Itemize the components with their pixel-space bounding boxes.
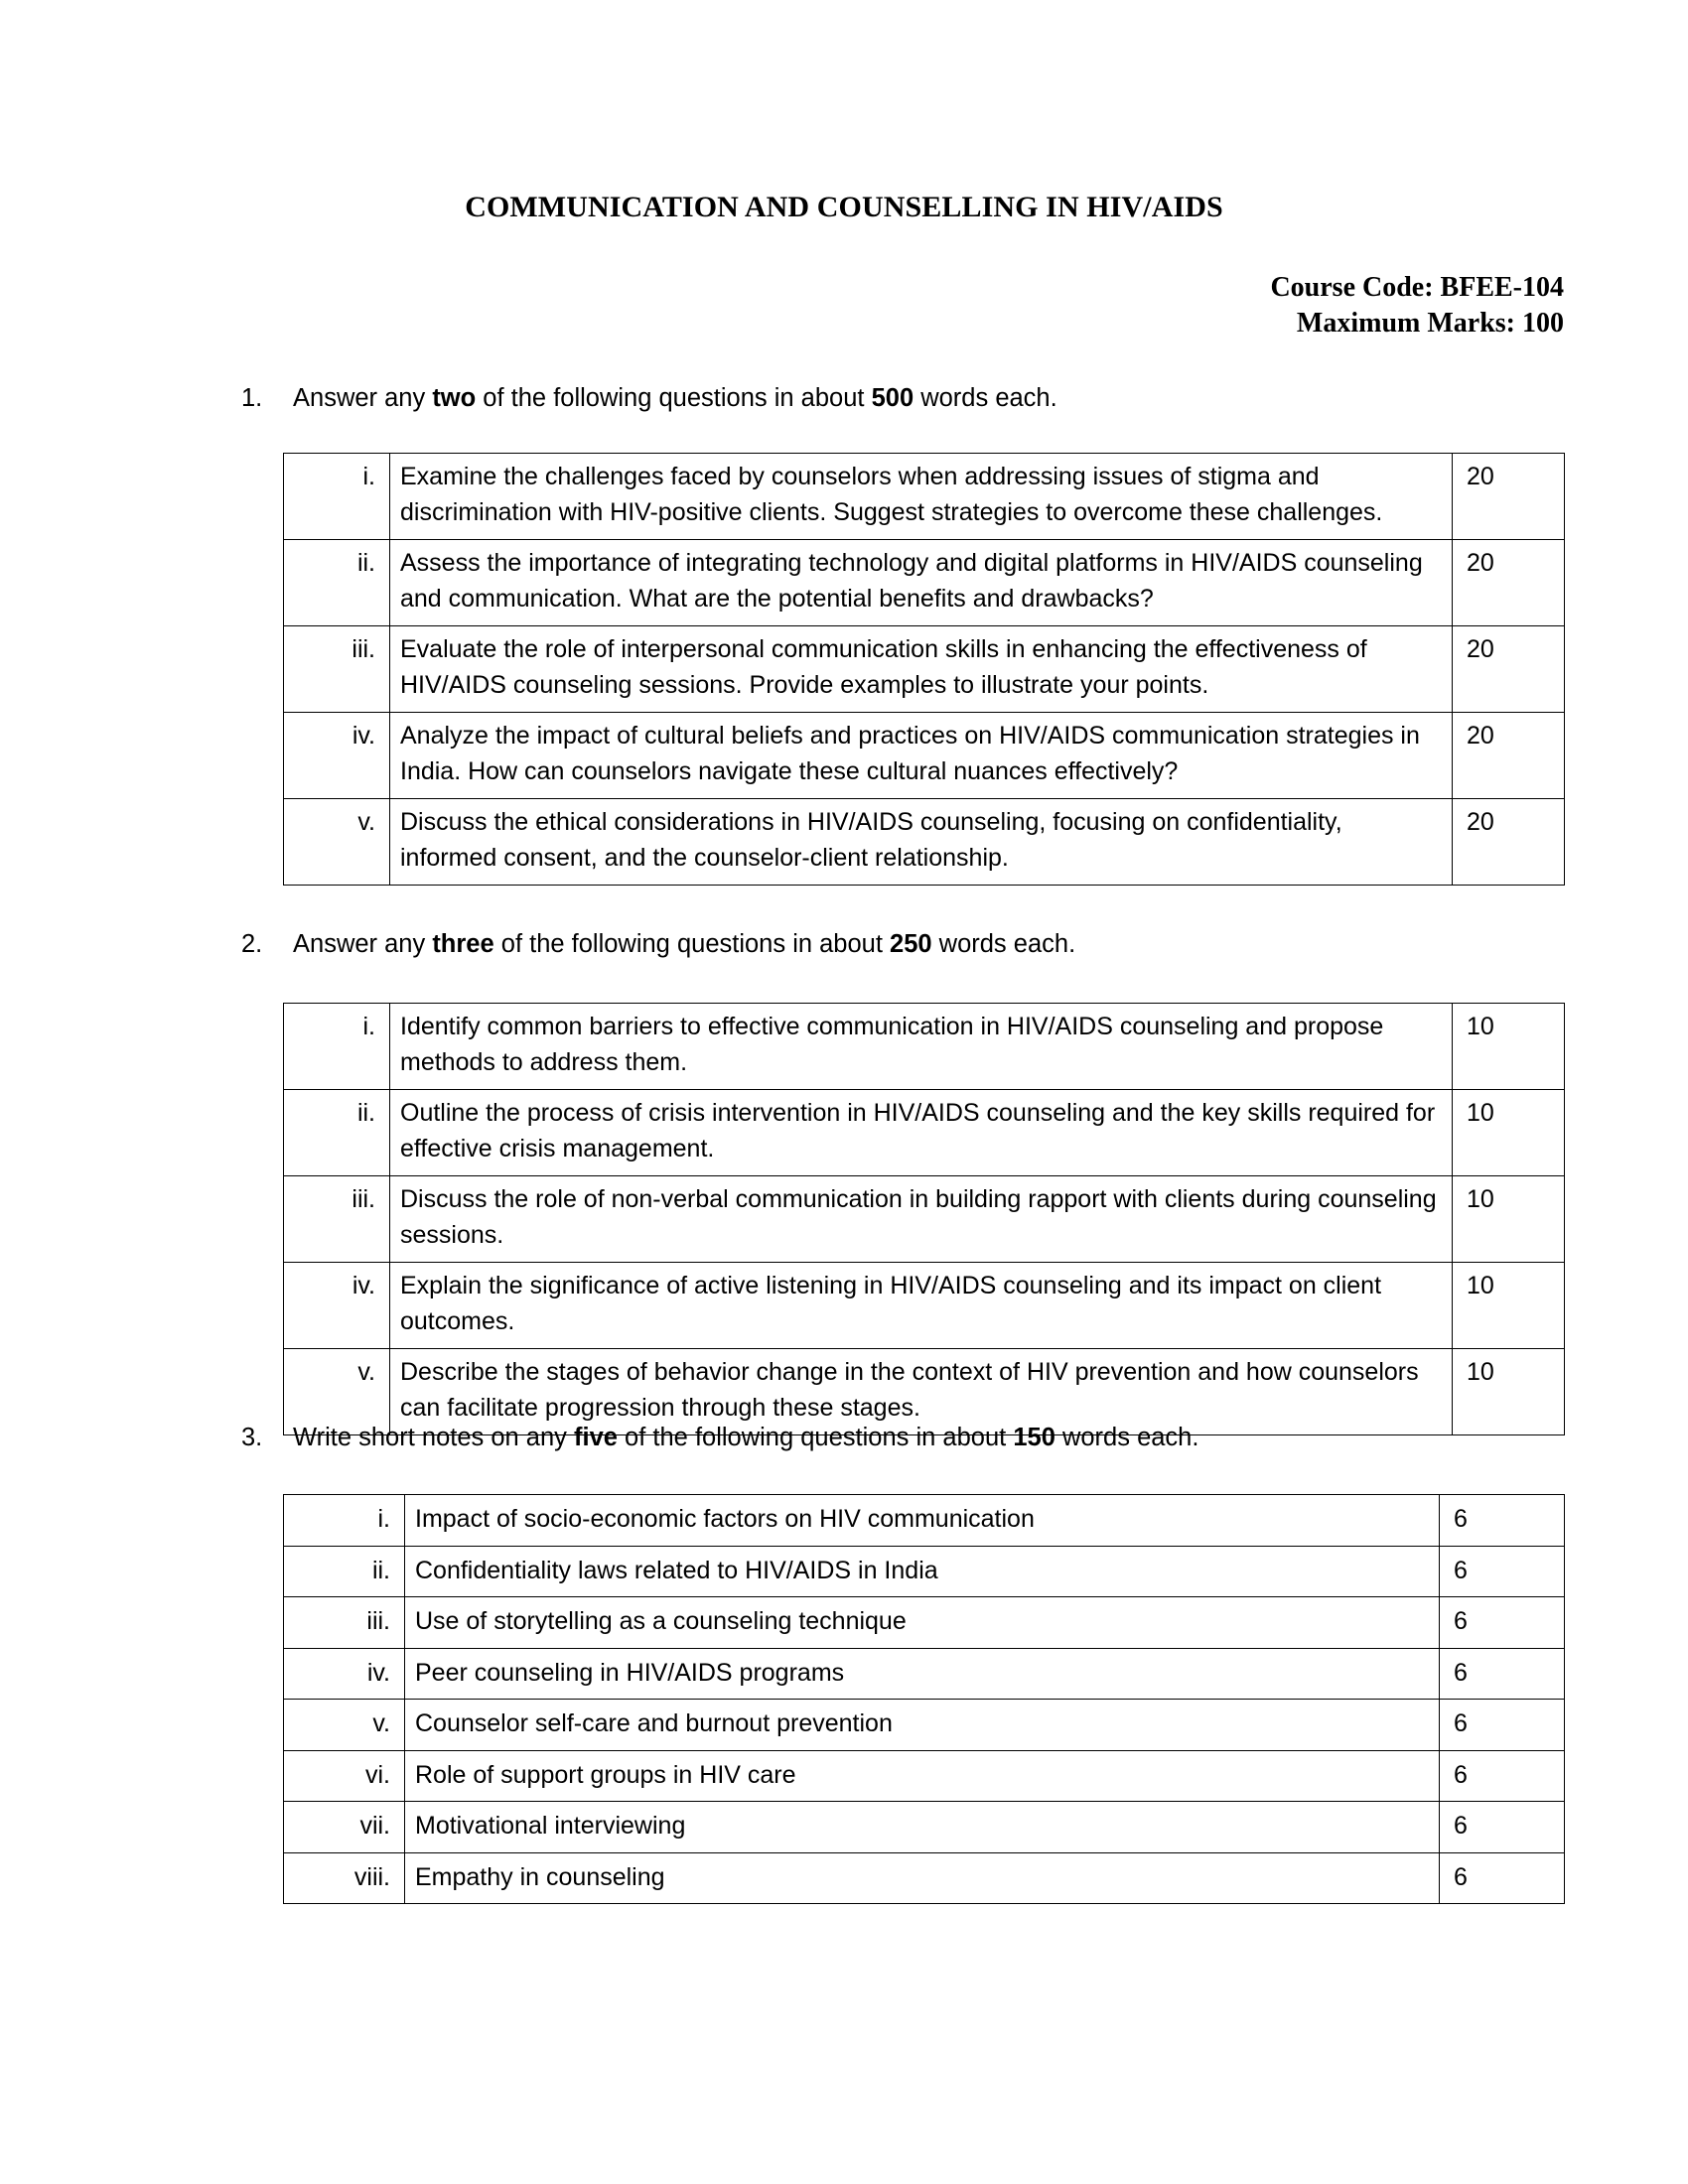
table-row [284, 1802, 1565, 1853]
instruction-mid: of the following questions in about [617, 1424, 1014, 1451]
row-marks: 20 [1453, 454, 1565, 540]
table-row [284, 1852, 1565, 1904]
row-marks: 6 [1440, 1495, 1565, 1547]
row-question: Motivational interviewing [405, 1802, 1440, 1853]
instruction-wordcount: 250 [890, 930, 932, 958]
maximum-marks: Maximum Marks: 100 [1296, 307, 1564, 339]
row-marks: 10 [1453, 1349, 1565, 1435]
table-row [284, 1176, 1565, 1263]
row-marks: 6 [1440, 1700, 1565, 1751]
table-row [284, 713, 1565, 799]
row-question: Assess the importance of integrating technology and digital platforms in HIV/AIDS counseling and communication. What are the potential benefits and drawbacks? [390, 540, 1453, 626]
row-marks: 20 [1453, 713, 1565, 799]
section-3-table-body [284, 1495, 1565, 1904]
instruction-mid: of the following questions in about [476, 384, 872, 412]
row-numeral: iii. [284, 1176, 390, 1263]
row-question: Outline the process of crisis intervention in HIV/AIDS counseling and the key skills required for effective crisis management. [390, 1090, 1453, 1176]
instruction-mid: of the following questions in about [493, 930, 891, 958]
row-question: Evaluate the role of interpersonal communication skills in enhancing the effectiveness of HIV/AIDS counseling sessions. Provide examples to illustrate your points. [390, 626, 1453, 713]
instruction-pre: Answer any [293, 930, 433, 958]
row-marks: 6 [1440, 1750, 1565, 1802]
row-question: Counselor self-care and burnout prevention [405, 1700, 1440, 1751]
row-marks: 6 [1440, 1648, 1565, 1700]
instruction-pre: Write short notes on any [293, 1424, 575, 1451]
section-3-instruction [241, 1422, 1198, 1454]
row-numeral: iii. [284, 1597, 405, 1649]
table-row [284, 1700, 1565, 1751]
instruction-post: words each. [931, 930, 1076, 958]
row-question: Describe the stages of behavior change in the context of HIV prevention and how counselors can facilitate progression through these stages. [390, 1349, 1453, 1435]
section-1-table-body [284, 454, 1565, 886]
row-question: Confidentiality laws related to HIV/AIDS in India [405, 1546, 1440, 1597]
row-question: Empathy in counseling [405, 1852, 1440, 1904]
table-row [284, 540, 1565, 626]
row-numeral: ii. [284, 540, 390, 626]
page-title: COMMUNICATION AND COUNSELLING IN HIV/AIDS [465, 191, 1223, 223]
row-marks: 6 [1440, 1597, 1565, 1649]
row-numeral: iv. [284, 1648, 405, 1700]
section-1-question-table [283, 453, 1565, 886]
row-question: Role of support groups in HIV care [405, 1750, 1440, 1802]
row-marks: 6 [1440, 1852, 1565, 1904]
row-numeral: ii. [284, 1090, 390, 1176]
row-question: Impact of socio-economic factors on HIV communication [405, 1495, 1440, 1547]
instruction-pre: Answer any [293, 384, 433, 412]
row-marks: 20 [1453, 540, 1565, 626]
row-numeral: iv. [284, 1263, 390, 1349]
row-marks: 10 [1453, 1176, 1565, 1263]
row-question: Discuss the role of non-verbal communication in building rapport with clients during counseling sessions. [390, 1176, 1453, 1263]
instruction-count: three [432, 930, 494, 958]
row-question: Analyze the impact of cultural beliefs and practices on HIV/AIDS communication strategies in India. How can counselors navigate these cultural nuances effectively? [390, 713, 1453, 799]
row-numeral: v. [284, 1700, 405, 1751]
table-row [284, 626, 1565, 713]
section-2-instruction [241, 928, 1075, 961]
row-question: Identify common barriers to effective communication in HIV/AIDS counseling and propose methods to address them. [390, 1004, 1453, 1090]
table-row [284, 454, 1565, 540]
section-2-number: 2. [241, 930, 263, 958]
instruction-wordcount: 500 [871, 384, 914, 412]
section-1-instruction-text [293, 382, 1057, 415]
section-1-instruction [241, 382, 1057, 415]
table-row [284, 1004, 1565, 1090]
row-marks: 6 [1440, 1546, 1565, 1597]
row-numeral: vii. [284, 1802, 405, 1853]
row-marks: 20 [1453, 799, 1565, 886]
instruction-post: words each. [914, 384, 1057, 412]
row-numeral: vi. [284, 1750, 405, 1802]
row-marks: 10 [1453, 1263, 1565, 1349]
row-numeral: i. [284, 454, 390, 540]
section-3-instruction-text [293, 1422, 1198, 1454]
course-meta-block [1270, 270, 1564, 341]
row-question: Examine the challenges faced by counselors when addressing issues of stigma and discrimination with HIV-positive clients. Suggest strategies to overcome these challenges. [390, 454, 1453, 540]
row-numeral: iii. [284, 626, 390, 713]
row-question: Peer counseling in HIV/AIDS programs [405, 1648, 1440, 1700]
section-2-table-body [284, 1004, 1565, 1435]
row-numeral: i. [284, 1495, 405, 1547]
section-2-instruction-text [293, 928, 1075, 961]
instruction-post: words each. [1055, 1424, 1199, 1451]
row-numeral: v. [284, 799, 390, 886]
table-row [284, 1750, 1565, 1802]
table-row [284, 1090, 1565, 1176]
row-numeral: iv. [284, 713, 390, 799]
section-1-number: 1. [241, 384, 263, 412]
section-3-number: 3. [241, 1424, 263, 1451]
table-row [284, 1546, 1565, 1597]
instruction-count: two [432, 384, 477, 412]
table-row [284, 1648, 1565, 1700]
section-3-question-table [283, 1494, 1565, 1904]
table-row [284, 1495, 1565, 1547]
row-numeral: i. [284, 1004, 390, 1090]
row-question: Discuss the ethical considerations in HIV/AIDS counseling, focusing on confidentiality, informed consent, and the counselor-client relationship. [390, 799, 1453, 886]
table-row [284, 799, 1565, 886]
section-2-question-table [283, 1003, 1565, 1435]
row-question: Explain the significance of active listening in HIV/AIDS counseling and its impact on client outcomes. [390, 1263, 1453, 1349]
course-code: Course Code: BFEE-104 [1270, 272, 1564, 303]
row-numeral: viii. [284, 1852, 405, 1904]
row-marks: 10 [1453, 1090, 1565, 1176]
row-numeral: v. [284, 1349, 390, 1435]
row-marks: 6 [1440, 1802, 1565, 1853]
table-row [284, 1263, 1565, 1349]
row-marks: 20 [1453, 626, 1565, 713]
row-marks: 10 [1453, 1004, 1565, 1090]
instruction-wordcount: 150 [1013, 1424, 1055, 1451]
row-question: Use of storytelling as a counseling technique [405, 1597, 1440, 1649]
row-numeral: ii. [284, 1546, 405, 1597]
instruction-count: five [574, 1424, 618, 1451]
table-row [284, 1597, 1565, 1649]
